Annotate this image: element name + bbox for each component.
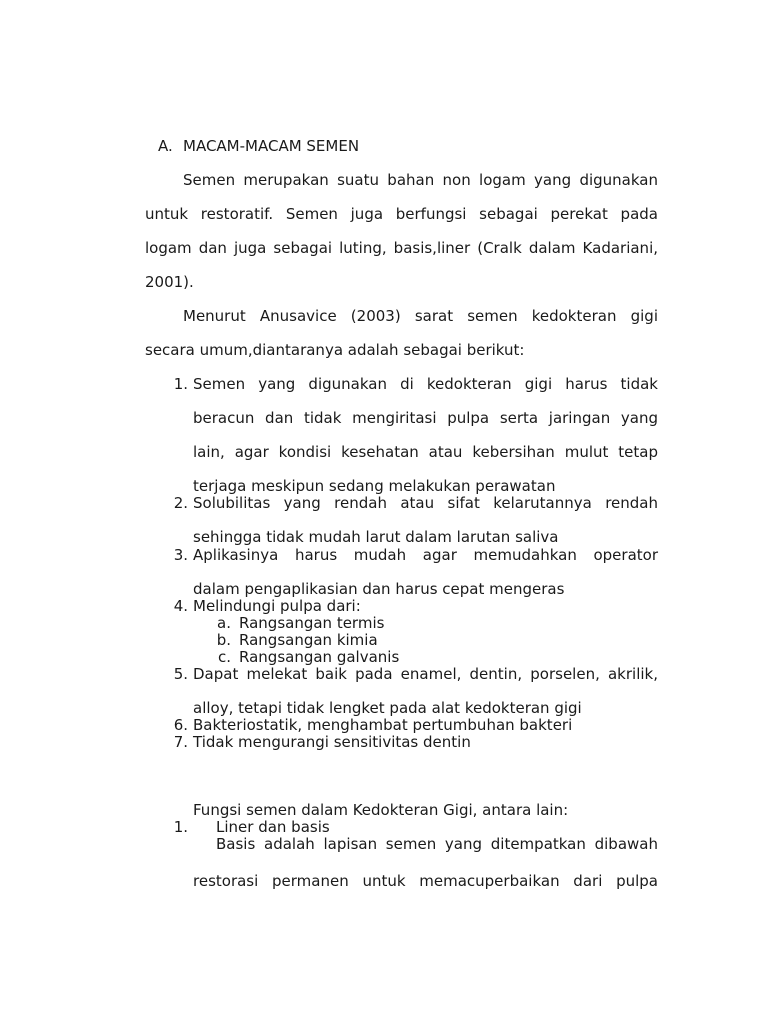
heading-title: MACAM-MACAM SEMEN [183,137,360,155]
sublist-item: Rangsangan kimia [239,631,378,649]
sublist-letter: a. [217,614,231,632]
list-item-line: lain, agar kondisi kesehatan atau kebersihan mulut tetap [193,443,658,461]
list-number: 1. [173,818,188,836]
list-item-line: Solubilitas yang rendah atau sifat kelarutannya rendah [193,494,658,512]
list-item-line: Tidak mengurangi sensitivitas dentin [193,733,471,751]
list-item-line: terjaga meskipun sedang melakukan perawatan [193,477,556,495]
list-number: 4. [173,597,188,615]
paragraph-line: 2001). [145,273,194,291]
list-item-line: alloy, tetapi tidak lengket pada alat kedokteran gigi [193,699,582,717]
paragraph-line: Semen merupakan suatu bahan non logam yang digunakan [183,171,658,189]
sublist-letter: b. [216,631,231,649]
sublist-item: Rangsangan termis [239,614,385,632]
list-item-line: Semen yang digunakan di kedokteran gigi harus tidak [193,375,658,393]
sublist-letter: c. [217,648,231,666]
section-intro: Fungsi semen dalam Kedokteran Gigi, antara lain: [193,801,569,819]
list-number: 5. [173,665,188,683]
list-item-title: Liner dan basis [216,818,330,836]
list-number: 3. [173,546,188,564]
list-item-line: beracun dan tidak mengiritasi pulpa serta jaringan yang [193,409,658,427]
paragraph-line: Menurut Anusavice (2003) sarat semen kedokteran gigi [183,307,658,325]
list-item-line: dalam pengaplikasian dan harus cepat mengeras [193,580,565,598]
paragraph-line: logam dan juga sebagai luting, basis,liner (Cralk dalam Kadariani, [145,239,658,257]
list-number: 1. [173,375,188,393]
list-item-line: restorasi permanen untuk memacuperbaikan dari pulpa [193,872,658,890]
list-item-line: sehingga tidak mudah larut dalam larutan saliva [193,528,559,546]
list-number: 2. [173,494,188,512]
list-item-line: Aplikasinya harus mudah agar memudahkan operator [193,546,658,564]
paragraph-line: untuk restoratif. Semen juga berfungsi sebagai perekat pada [145,205,658,223]
sublist-item: Rangsangan galvanis [239,648,400,666]
list-item-line: Basis adalah lapisan semen yang ditempatkan dibawah [216,835,658,853]
list-number: 6. [173,716,188,734]
list-item-line: Bakteriostatik, menghambat pertumbuhan bakteri [193,716,573,734]
list-item-line: Melindungi pulpa dari: [193,597,361,615]
paragraph-line: secara umum,diantaranya adalah sebagai berikut: [145,341,525,359]
heading-marker: A. [158,137,173,155]
list-number: 7. [173,733,188,751]
list-item-line: Dapat melekat baik pada enamel, dentin, porselen, akrilik, [193,665,658,683]
